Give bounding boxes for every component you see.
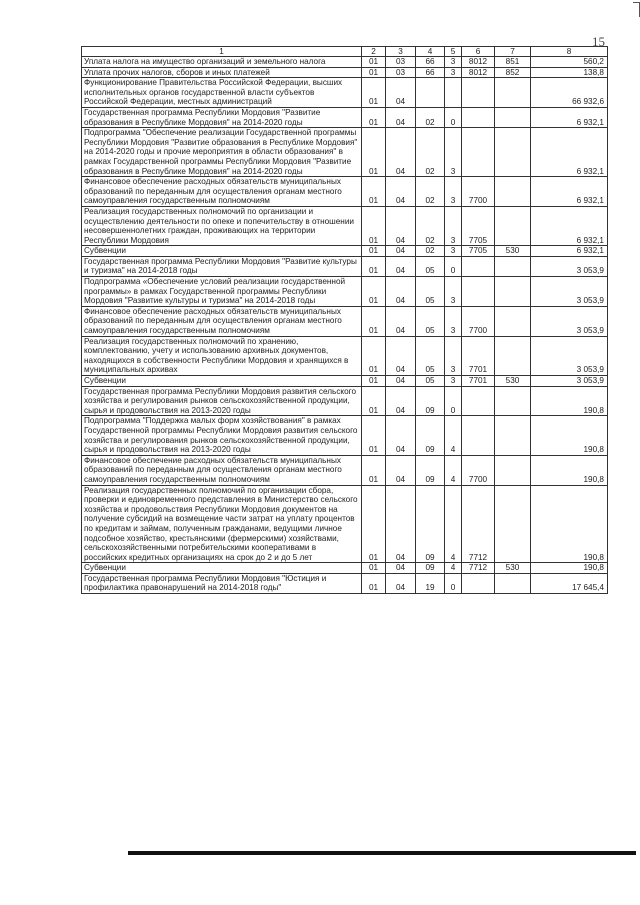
expense-type-cell — [495, 455, 531, 485]
subprogram-cell: 3 — [445, 376, 462, 387]
subprogram-cell: 3 — [445, 277, 462, 307]
section-cell: 01 — [362, 128, 386, 177]
article-cell: 7705 — [462, 206, 495, 245]
article-cell: 8012 — [462, 57, 495, 68]
subsection-cell: 04 — [386, 336, 416, 375]
section-cell: 01 — [362, 563, 386, 574]
program-cell: 19 — [416, 573, 445, 593]
amount-cell: 190,8 — [531, 416, 608, 455]
name-cell: Государственная программа Республики Мордовия "Развитие образования в Республике Мордовия" на 2014-2020 годы — [82, 107, 362, 127]
name-cell: Реализация государственных полномочий по организации сбора, проверки и единовременного представления в Министерство сельского хозяйства и продовольствия Республики Мордовия документов на получение субсидий на возмещение части затрат на уплату процентов по кредитам и займам, полученным гражданами, ведущими личное подсобное хозяйство, крестьянскими (фермерскими) хозяйствами, сельскохозяйственными потребительскими кооперативами в российских кредитных организациях на срок до 2 и до 5 лет — [82, 485, 362, 563]
header-col-1: 1 — [82, 47, 362, 57]
table-row — [82, 246, 608, 257]
section-cell: 01 — [362, 455, 386, 485]
subprogram-cell — [445, 78, 462, 108]
subprogram-cell: 3 — [445, 246, 462, 257]
expense-type-cell: 852 — [495, 67, 531, 78]
section-cell: 01 — [362, 107, 386, 127]
program-cell: 02 — [416, 246, 445, 257]
section-cell: 01 — [362, 573, 386, 593]
amount-cell: 6 932,1 — [531, 246, 608, 257]
amount-cell: 3 053,9 — [531, 277, 608, 307]
subprogram-cell: 3 — [445, 67, 462, 78]
expense-type-cell: 530 — [495, 246, 531, 257]
expense-type-cell — [495, 416, 531, 455]
article-cell: 7712 — [462, 563, 495, 574]
section-cell: 01 — [362, 376, 386, 387]
program-cell: 02 — [416, 206, 445, 245]
subsection-cell: 04 — [386, 128, 416, 177]
subsection-cell: 03 — [386, 57, 416, 68]
expense-type-cell — [495, 128, 531, 177]
program-cell: 09 — [416, 386, 445, 416]
name-cell: Субвенции — [82, 376, 362, 387]
section-cell: 01 — [362, 67, 386, 78]
name-cell: Функционирование Правительства Российской Федерации, высших исполнительных органов государственной власти субъектов Российской Федерации, местных администраций — [82, 78, 362, 108]
name-cell: Реализация государственных полномочий по хранению, комплектованию, учету и использованию архивных документов, находящихся в собственности Республики Мордовия и хранящихся в муниципальных архивах — [82, 336, 362, 375]
amount-cell: 3 053,9 — [531, 306, 608, 336]
expense-type-cell: 851 — [495, 57, 531, 68]
subprogram-cell: 4 — [445, 485, 462, 563]
amount-cell: 6 932,1 — [531, 107, 608, 127]
header-col-4: 4 — [416, 47, 445, 57]
name-cell: Финансовое обеспечение расходных обязательств муниципальных образований по переданным для осуществления органам местного самоуправления государственным полномочиям — [82, 455, 362, 485]
subsection-cell: 04 — [386, 376, 416, 387]
program-cell: 02 — [416, 177, 445, 207]
subprogram-cell: 0 — [445, 256, 462, 276]
amount-cell: 3 053,9 — [531, 256, 608, 276]
expense-type-cell — [495, 256, 531, 276]
amount-cell: 190,8 — [531, 455, 608, 485]
program-cell: 09 — [416, 563, 445, 574]
article-cell: 7701 — [462, 336, 495, 375]
article-cell — [462, 78, 495, 108]
article-cell — [462, 277, 495, 307]
expense-type-cell — [495, 485, 531, 563]
subsection-cell: 04 — [386, 386, 416, 416]
table-row — [82, 386, 608, 416]
article-cell — [462, 416, 495, 455]
table-row — [82, 455, 608, 485]
table-row — [82, 107, 608, 127]
article-cell — [462, 386, 495, 416]
subsection-cell: 04 — [386, 107, 416, 127]
name-cell: Подпрограмма «Обеспечение условий реализации государственной программы» в рамках Государственной программы Республики Мордовия "Развитие культуры и туризма" на 2014-2018 годы — [82, 277, 362, 307]
section-cell: 01 — [362, 177, 386, 207]
subprogram-cell: 0 — [445, 386, 462, 416]
name-cell: Государственная программа Республики Мордовия "Юстиция и профилактика правонарушений на 2014-2018 годы" — [82, 573, 362, 593]
subsection-cell: 04 — [386, 246, 416, 257]
article-cell: 7712 — [462, 485, 495, 563]
bottom-rule — [128, 851, 636, 855]
subprogram-cell: 3 — [445, 306, 462, 336]
header-col-3: 3 — [386, 47, 416, 57]
program-cell: 05 — [416, 376, 445, 387]
name-cell: Уплата прочих налогов, сборов и иных платежей — [82, 67, 362, 78]
expense-type-cell — [495, 206, 531, 245]
subprogram-cell: 3 — [445, 177, 462, 207]
amount-cell: 190,8 — [531, 563, 608, 574]
name-cell: Субвенции — [82, 246, 362, 257]
subprogram-cell: 3 — [445, 57, 462, 68]
table-row — [82, 336, 608, 375]
table-row — [82, 57, 608, 68]
table-row — [82, 277, 608, 307]
table-row — [82, 376, 608, 387]
article-cell — [462, 107, 495, 127]
table-body — [82, 57, 608, 594]
table-row — [82, 485, 608, 563]
subprogram-cell: 4 — [445, 416, 462, 455]
subprogram-cell: 3 — [445, 336, 462, 375]
amount-cell: 190,8 — [531, 386, 608, 416]
section-cell: 01 — [362, 336, 386, 375]
amount-cell: 3 053,9 — [531, 376, 608, 387]
name-cell: Подпрограмма "Обеспечение реализации Государственной программы Республики Мордовия "Развитие образования в Республике Мордовия" на 2014-2020 годы и прочие мероприятия в области образования" в рамках Государственной программы Республики Мордовия "Развитие образования в Республике Мордовия" на 2014-2020 годы — [82, 128, 362, 177]
program-cell: 66 — [416, 67, 445, 78]
expense-type-cell — [495, 177, 531, 207]
article-cell — [462, 128, 495, 177]
page-number: 15 — [592, 34, 605, 49]
subsection-cell: 04 — [386, 306, 416, 336]
amount-cell: 6 932,1 — [531, 206, 608, 245]
program-cell: 66 — [416, 57, 445, 68]
subsection-cell: 04 — [386, 573, 416, 593]
expense-type-cell — [495, 306, 531, 336]
section-cell: 01 — [362, 78, 386, 108]
program-cell: 05 — [416, 277, 445, 307]
subsection-cell: 04 — [386, 277, 416, 307]
expense-type-cell — [495, 386, 531, 416]
subprogram-cell: 0 — [445, 573, 462, 593]
name-cell: Финансовое обеспечение расходных обязательств муниципальных образований по переданным для осуществления органам местного самоуправления государственным полномочиям — [82, 177, 362, 207]
subsection-cell: 04 — [386, 256, 416, 276]
expense-type-cell: 530 — [495, 563, 531, 574]
article-cell: 7701 — [462, 376, 495, 387]
amount-cell: 17 645,4 — [531, 573, 608, 593]
article-cell — [462, 573, 495, 593]
section-cell: 01 — [362, 57, 386, 68]
article-cell: 8012 — [462, 67, 495, 78]
table-row — [82, 177, 608, 207]
subprogram-cell: 4 — [445, 563, 462, 574]
table-header — [82, 47, 608, 57]
corner-mark — [633, 2, 640, 17]
table-row — [82, 306, 608, 336]
amount-cell: 560,2 — [531, 57, 608, 68]
subsection-cell: 04 — [386, 177, 416, 207]
article-cell: 7705 — [462, 246, 495, 257]
section-cell: 01 — [362, 386, 386, 416]
name-cell: Государственная программа Республики Мордовия развития сельского хозяйства и регулирования рынков сельскохозяйственной продукции, сырья и продовольствия на 2013-2020 годы — [82, 386, 362, 416]
program-cell: 05 — [416, 256, 445, 276]
table-row — [82, 256, 608, 276]
name-cell: Подпрограмма "Поддержка малых форм хозяйствования" в рамках Государственной программы Республики Мордовия развития сельского хозяйства и регулирования рынков сельскохозяйственной продукции, сырья и продовольствия на 2013-2020 годы — [82, 416, 362, 455]
program-cell: 05 — [416, 336, 445, 375]
program-cell: 02 — [416, 107, 445, 127]
section-cell: 01 — [362, 306, 386, 336]
amount-cell: 6 932,1 — [531, 177, 608, 207]
expense-type-cell: 530 — [495, 376, 531, 387]
expense-type-cell — [495, 277, 531, 307]
program-cell: 02 — [416, 128, 445, 177]
section-cell: 01 — [362, 256, 386, 276]
subprogram-cell: 0 — [445, 107, 462, 127]
expense-type-cell — [495, 78, 531, 108]
name-cell: Реализация государственных полномочий по организации и осуществлению деятельности по опеке и попечительству в отношении несовершеннолетних граждан, проживающих на территории Республики Мордовия — [82, 206, 362, 245]
table-row — [82, 416, 608, 455]
amount-cell: 66 932,6 — [531, 78, 608, 108]
section-cell: 01 — [362, 416, 386, 455]
article-cell: 7700 — [462, 177, 495, 207]
name-cell: Уплата налога на имущество организаций и земельного налога — [82, 57, 362, 68]
header-col-6: 6 — [462, 47, 495, 57]
subprogram-cell: 4 — [445, 455, 462, 485]
table-row — [82, 128, 608, 177]
program-cell: 05 — [416, 306, 445, 336]
subsection-cell: 04 — [386, 485, 416, 563]
amount-cell: 6 932,1 — [531, 128, 608, 177]
subsection-cell: 04 — [386, 416, 416, 455]
article-cell: 7700 — [462, 455, 495, 485]
table-row — [82, 78, 608, 108]
amount-cell: 138,8 — [531, 67, 608, 78]
table-row — [82, 573, 608, 593]
table-row — [82, 563, 608, 574]
expense-type-cell — [495, 336, 531, 375]
section-cell: 01 — [362, 277, 386, 307]
subprogram-cell: 3 — [445, 206, 462, 245]
expense-type-cell — [495, 573, 531, 593]
table-row — [82, 206, 608, 245]
program-cell: 09 — [416, 455, 445, 485]
header-col-2: 2 — [362, 47, 386, 57]
section-cell: 01 — [362, 246, 386, 257]
program-cell: 09 — [416, 416, 445, 455]
article-cell — [462, 256, 495, 276]
subsection-cell: 04 — [386, 563, 416, 574]
header-col-7: 7 — [495, 47, 531, 57]
name-cell: Субвенции — [82, 563, 362, 574]
program-cell — [416, 78, 445, 108]
header-col-5: 5 — [445, 47, 462, 57]
subsection-cell: 03 — [386, 67, 416, 78]
name-cell: Финансовое обеспечение расходных обязательств муниципальных образований по переданным для осуществления органам местного самоуправления государственным полномочиям — [82, 306, 362, 336]
name-cell: Государственная программа Республики Мордовия "Развитие культуры и туризма" на 2014-2018 годы — [82, 256, 362, 276]
expense-type-cell — [495, 107, 531, 127]
table-row — [82, 67, 608, 78]
subprogram-cell: 3 — [445, 128, 462, 177]
section-cell: 01 — [362, 485, 386, 563]
subsection-cell: 04 — [386, 206, 416, 245]
article-cell: 7700 — [462, 306, 495, 336]
header-col-8: 8 — [531, 47, 608, 57]
amount-cell: 3 053,9 — [531, 336, 608, 375]
section-cell: 01 — [362, 206, 386, 245]
subsection-cell: 04 — [386, 78, 416, 108]
program-cell: 09 — [416, 485, 445, 563]
budget-table — [81, 46, 608, 594]
amount-cell: 190,8 — [531, 485, 608, 563]
subsection-cell: 04 — [386, 455, 416, 485]
